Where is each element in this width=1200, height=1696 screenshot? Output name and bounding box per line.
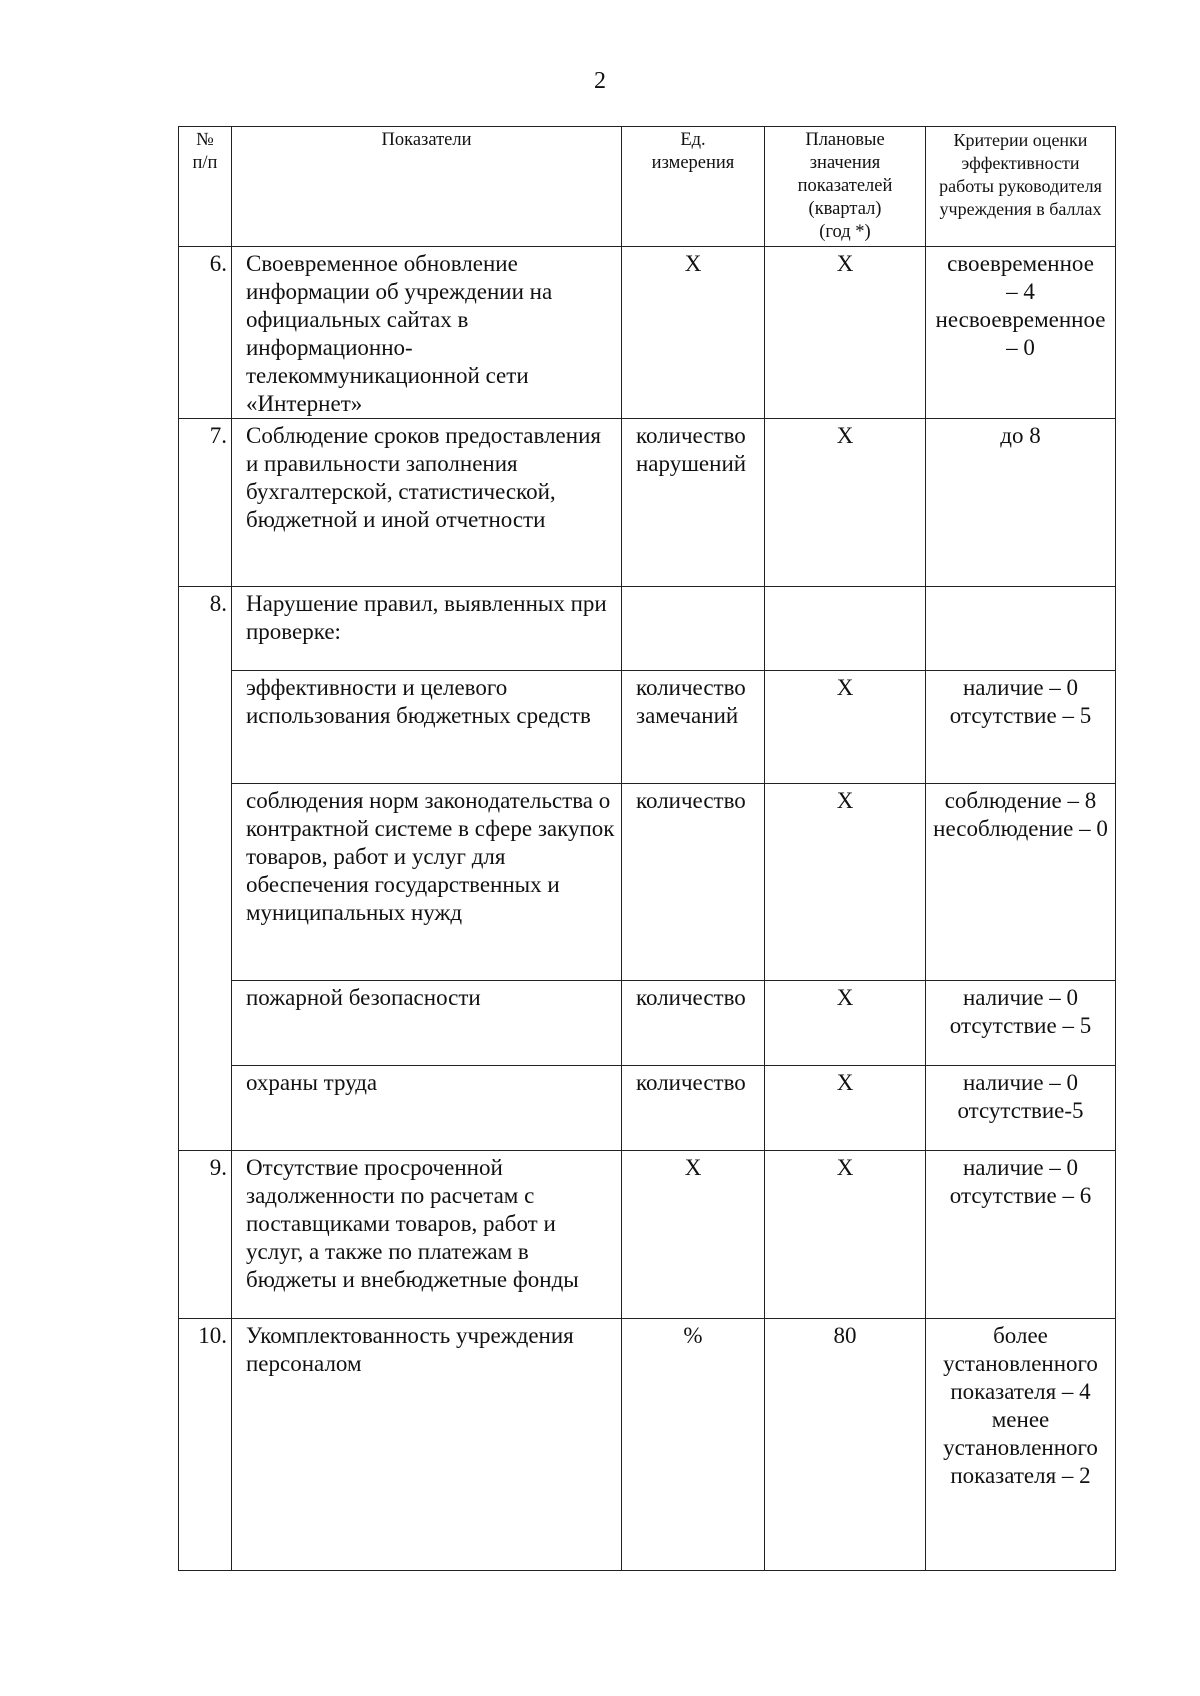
row-indicator: Нарушение правил, выявленных при проверке: — [232, 587, 622, 671]
row-indicator: соблюдения норм законодательства о контрактной системе в сфере закупок товаров, работ и услуг для обеспечения государственных и муниципальных нужд — [232, 784, 622, 981]
row-unit — [622, 587, 765, 671]
row-number: 10. — [179, 1319, 232, 1571]
row-unit: количество — [622, 784, 765, 981]
page-number: 2 — [594, 68, 606, 94]
row-criteria: наличие – 0 отсутствие – 6 — [926, 1151, 1116, 1319]
table-row — [179, 1319, 1116, 1571]
table-row — [179, 784, 1116, 981]
row-unit: X — [622, 1151, 765, 1319]
row-indicator: Своевременное обновление информации об учреждении на официальных сайтах в информационно-телекоммуникационной сети «Интернет» — [232, 247, 622, 419]
row-indicator: Соблюдение сроков предоставления и правильности заполнения бухгалтерской, статистической, бюджетной и иной отчетности — [232, 419, 622, 587]
row-number — [179, 671, 232, 784]
row-unit: количество — [622, 981, 765, 1066]
header-num: № п/п — [179, 127, 232, 247]
row-plan: X — [765, 981, 926, 1066]
table-row — [179, 587, 1116, 671]
row-criteria — [926, 587, 1116, 671]
row-number — [179, 784, 232, 981]
row-number: 6. — [179, 247, 232, 419]
row-plan: X — [765, 1151, 926, 1319]
table-row — [179, 981, 1116, 1066]
row-number: 8. — [179, 587, 232, 671]
row-unit: X — [622, 247, 765, 419]
row-unit: % — [622, 1319, 765, 1571]
header-plan: Плановые значения показателей (квартал) (год *) — [765, 127, 926, 247]
row-indicator: охраны труда — [232, 1066, 622, 1151]
row-unit: количество — [622, 1066, 765, 1151]
row-indicator: Укомплектованность учреждения персоналом — [232, 1319, 622, 1571]
row-plan: X — [765, 671, 926, 784]
row-plan: 80 — [765, 1319, 926, 1571]
row-indicator: Отсутствие просроченной задолженности по расчетам с поставщиками товаров, работ и услуг, а также по платежам в бюджеты и внебюджетные фонды — [232, 1151, 622, 1319]
row-plan: X — [765, 419, 926, 587]
row-plan — [765, 587, 926, 671]
table-row — [179, 247, 1116, 419]
row-indicator: эффективности и целевого использования бюджетных средств — [232, 671, 622, 784]
header-unit: Ед. измерения — [622, 127, 765, 247]
header-criteria: Критерии оценки эффективности работы руководителя учреждения в баллах — [926, 127, 1116, 247]
row-number — [179, 1066, 232, 1151]
header-indicator: Показатели — [232, 127, 622, 247]
row-criteria: соблюдение – 8 несоблюдение – 0 — [926, 784, 1116, 981]
indicators-table — [178, 126, 1116, 1571]
row-number — [179, 981, 232, 1066]
table-row — [179, 1066, 1116, 1151]
row-criteria: до 8 — [926, 419, 1116, 587]
row-number: 7. — [179, 419, 232, 587]
row-plan: X — [765, 784, 926, 981]
row-unit: количество нарушений — [622, 419, 765, 587]
table-row — [179, 419, 1116, 587]
row-plan: X — [765, 247, 926, 419]
row-number: 9. — [179, 1151, 232, 1319]
row-criteria: наличие – 0 отсутствие – 5 — [926, 671, 1116, 784]
row-indicator: пожарной безопасности — [232, 981, 622, 1066]
row-criteria: наличие – 0 отсутствие-5 — [926, 1066, 1116, 1151]
row-criteria: своевременное – 4 несвоевременное – 0 — [926, 247, 1116, 419]
table-row — [179, 671, 1116, 784]
row-criteria: наличие – 0 отсутствие – 5 — [926, 981, 1116, 1066]
table-header-row — [179, 127, 1116, 247]
row-unit: количество замечаний — [622, 671, 765, 784]
row-criteria: более установленного показателя – 4 менее установленного показателя – 2 — [926, 1319, 1116, 1571]
row-plan: X — [765, 1066, 926, 1151]
table-row — [179, 1151, 1116, 1319]
